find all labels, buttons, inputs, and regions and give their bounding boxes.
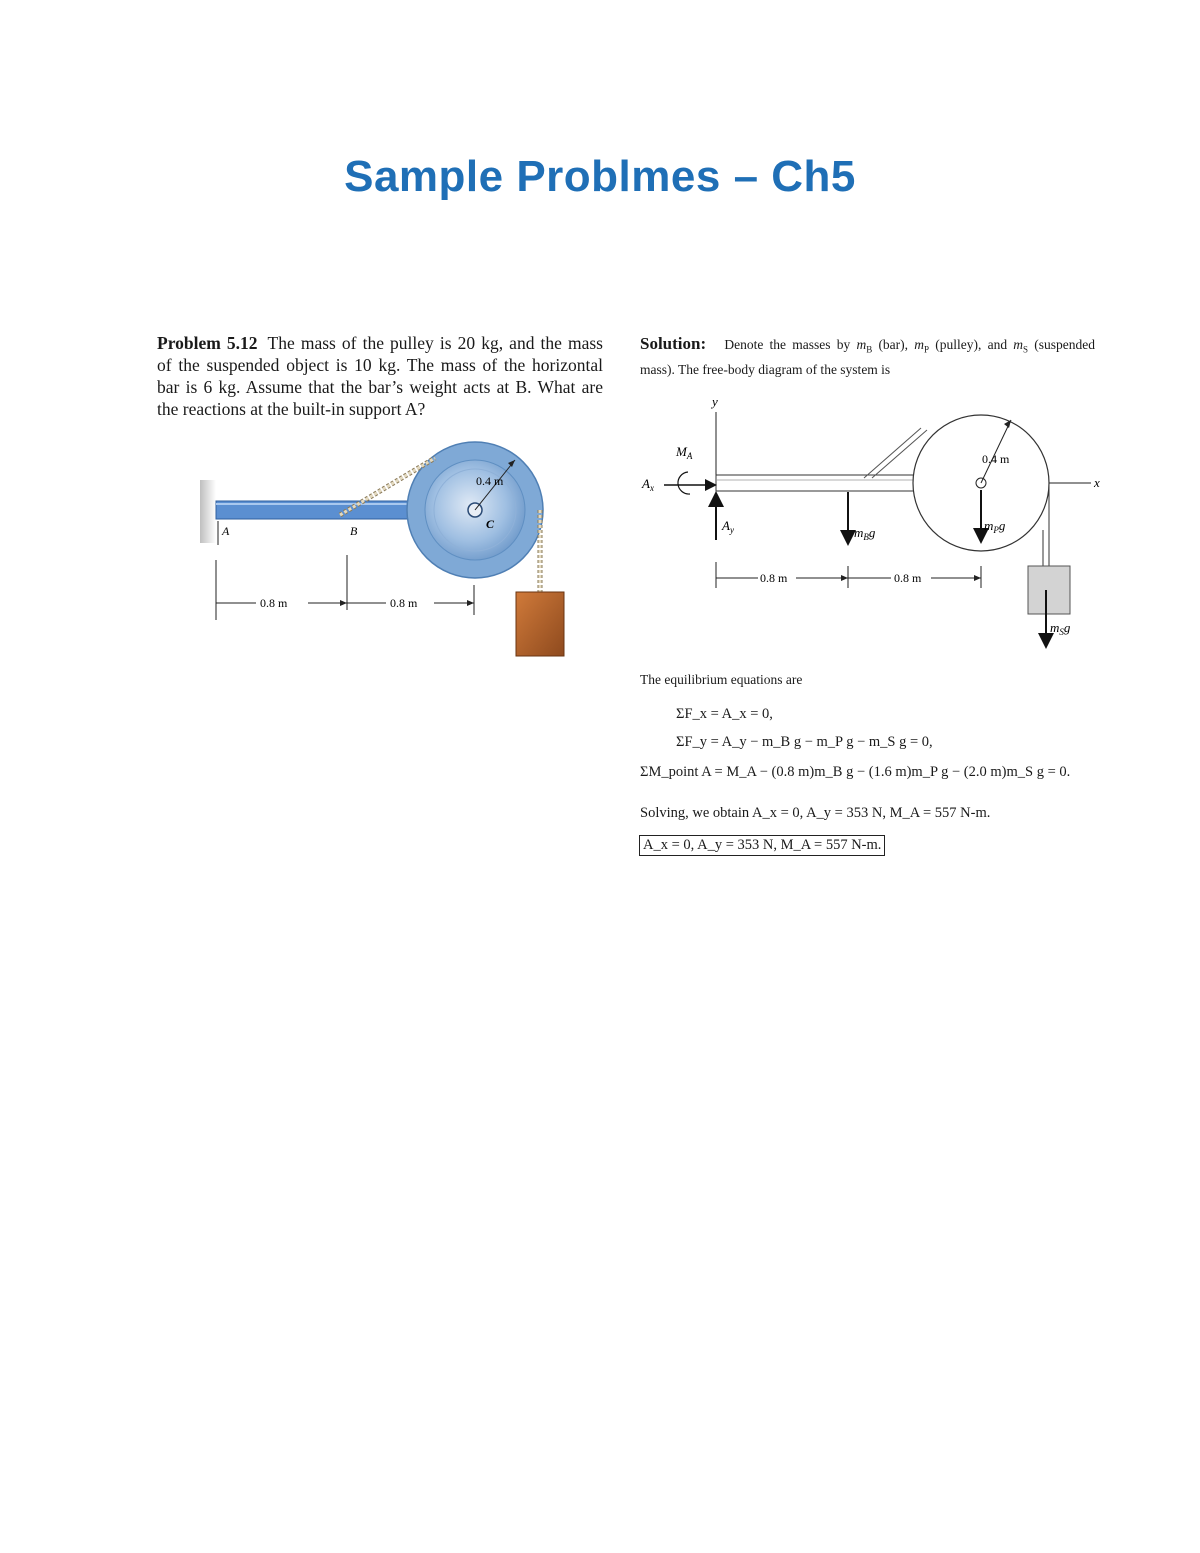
symbol-mb: m: [856, 337, 867, 352]
msg-label: $m_Sg$: [1050, 620, 1071, 637]
mpg-label: $m_Pg$: [984, 518, 1006, 535]
solution-label: Solution:: [640, 334, 707, 353]
equilibrium-intro: The equilibrium equations are: [640, 672, 803, 687]
free-body-diagram: [636, 390, 1106, 660]
x-axis-label: x: [1094, 475, 1100, 490]
solution-text-2: (bar),: [878, 337, 909, 352]
page-title: Sample Problmes – Ch5: [344, 152, 856, 201]
mbg-label: $m_Bg$: [854, 525, 876, 542]
solution-intro: [640, 334, 1095, 379]
label-c: C: [486, 517, 495, 531]
solution-text-4: (suspended mass). The free-body diagram of the system is: [640, 337, 1096, 377]
symbol-ms: m: [1013, 337, 1024, 352]
equation-sum-fy: ΣF_y = A_y − m_B g − m_P g − m_S g = 0,: [676, 734, 933, 750]
symbol-mp-sub: P: [924, 344, 930, 355]
suspended-block: [516, 592, 564, 656]
problem-label: Problem 5.12: [157, 333, 258, 353]
dim-left: 0.8 m: [260, 596, 288, 610]
equation-sum-moment: ΣM_point A = M_A − (0.8 m)m_B g − (1.6 m)m_P g − (2.0 m)m_S g = 0.: [640, 764, 1071, 780]
problem-statement: [157, 332, 603, 420]
moment-label: $M_A$: [676, 444, 693, 461]
solution-text-1: Denote the masses by: [724, 337, 851, 352]
symbol-ms-sub: S: [1023, 344, 1029, 355]
y-axis-label: y: [712, 394, 718, 409]
problem-text: The mass of the pulley is 20 kg, and the mass of the suspended object is 10 kg. The mass of the horizontal bar is 6 kg. Assume that the bar’s weight acts at B. What are the reactions at the built-in support A?: [157, 333, 603, 419]
equation-sum-fx: ΣF_x = A_x = 0,: [676, 706, 773, 722]
wall-support: [200, 480, 216, 543]
ax-label: $A_x$: [642, 476, 654, 493]
moment-arrow: [678, 472, 690, 494]
label-radius: 0.4 m: [476, 474, 504, 488]
label-a: A: [222, 524, 230, 538]
symbol-mb-sub: B: [866, 344, 873, 355]
solution-text-3: (pulley), and: [935, 337, 1008, 352]
fbd-block: [1028, 566, 1070, 614]
dim-right: 0.8 m: [390, 596, 418, 610]
fbd-dim-left: 0.8 m: [760, 571, 788, 585]
solving-sentence: Solving, we obtain A_x = 0, A_y = 353 N, M_A = 557 N-m.: [640, 805, 991, 821]
fbd-radius: 0.4 m: [982, 452, 1010, 466]
symbol-mp: m: [914, 337, 925, 352]
answer-box: A_x = 0, A_y = 353 N, M_A = 557 N-m.: [639, 835, 885, 856]
label-b: B: [350, 524, 358, 538]
problem-figure: [190, 435, 580, 665]
fbd-dim-right: 0.8 m: [894, 571, 922, 585]
ay-label: $A_y$: [722, 518, 734, 535]
